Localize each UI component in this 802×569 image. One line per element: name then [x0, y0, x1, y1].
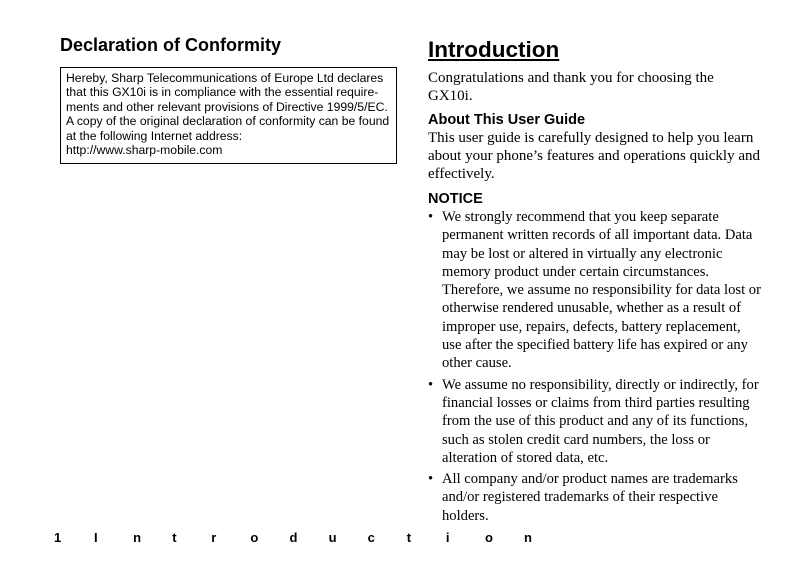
bullet-icon: •: [428, 209, 434, 225]
footer-label-char: o: [250, 530, 259, 545]
declaration-box: [60, 67, 397, 164]
footer-label-char: o: [484, 530, 493, 545]
about-guide-heading: About This User Guide: [428, 112, 586, 128]
introduction-title: Introduction: [428, 37, 560, 62]
bullet-icon: •: [428, 471, 434, 488]
declaration-section: [60, 34, 397, 164]
notice-item: [428, 470, 762, 525]
bullet-icon: •: [428, 376, 434, 393]
declaration-copy-paragraph: A copy of the original declaration of conformity can be found at the following Internet address:: [66, 114, 390, 143]
footer-label-char: r: [211, 530, 217, 545]
page-footer: [54, 530, 563, 545]
declaration-url: http://www.sharp-mobile.com: [66, 143, 223, 158]
footer-label-char: I: [94, 530, 98, 545]
notice-text: We assume no responsibility, directly or indirectly, for financial losses or claims from third parties resulting from the use of this product and any of its functions, such as stolen credit card numbers, the loss or alteration of stored data, etc.: [442, 376, 759, 466]
footer-label-char: i: [445, 530, 450, 545]
declaration-paragraph: Hereby, Sharp Telecommunications of Europe Ltd declares that this GX10i is in compliance with the essential require-ments and other relevant provisions of Directive 1999/5/EC.: [66, 71, 388, 114]
footer-label-char: t: [406, 530, 412, 545]
footer-label-char: t: [172, 530, 177, 545]
notice-list: [428, 208, 762, 525]
notice-item: [428, 376, 762, 467]
footer-section-label: [94, 530, 563, 545]
about-guide-text: This user guide is carefully designed to help you learn about your phone’s features and operations quickly and effectively.: [428, 130, 760, 182]
footer-label-char: u: [328, 530, 337, 545]
introduction-greeting: Congratulations and thank you for choosing the GX10i.: [428, 70, 714, 104]
declaration-heading: Declaration of Conformity: [60, 35, 282, 55]
footer-label-char: n: [133, 530, 142, 545]
notice-heading: NOTICE: [428, 191, 483, 207]
page-number: 1: [54, 530, 62, 545]
notice-item: [428, 208, 762, 373]
footer-label-char: n: [524, 530, 532, 545]
notice-text: We strongly recommend that you keep separate permanent written records of all important data. Data may be lost or altered in virtually any electronic memory product under certain circumstances. Therefore, we assume no responsibility for data lost or otherwise rendered unusable, whether as a result of improper use, repairs, defects, battery replacement, use after the specified battery life has expired or any other cause.: [442, 209, 761, 372]
footer-label-char: c: [367, 530, 375, 545]
notice-text: All company and/or product names are trademarks and/or registered trademarks of their respective holders.: [442, 471, 738, 524]
footer-label-char: d: [289, 530, 298, 545]
introduction-section: [428, 36, 762, 528]
